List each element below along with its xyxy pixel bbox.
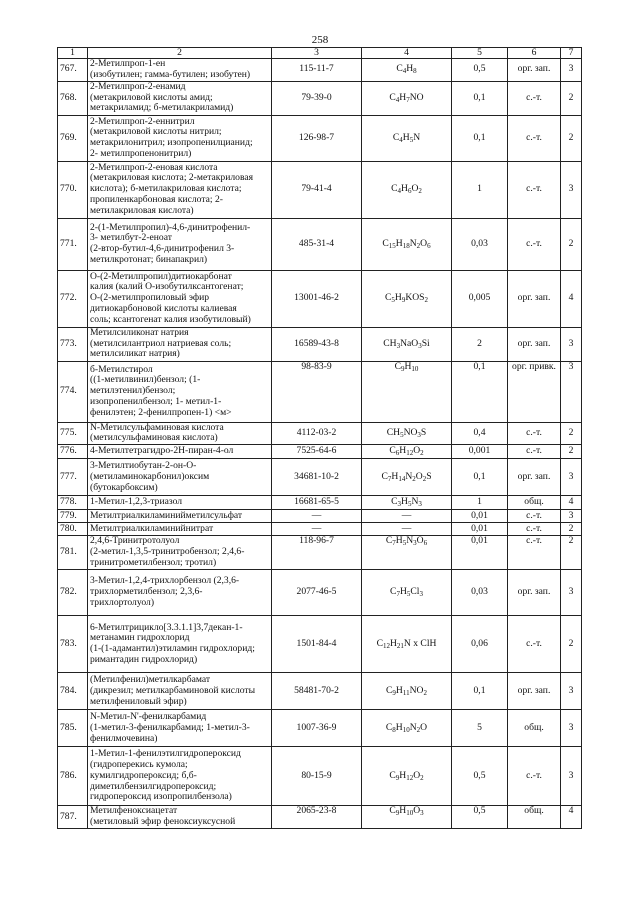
row-number-cell: 782. bbox=[58, 570, 88, 616]
limit-value-cell: 1 bbox=[452, 161, 508, 218]
limit-value-cell: 0,1 bbox=[452, 459, 508, 496]
substance-name-cell: N-Метилсульфаминовая кислота (метилсульфаминовая кислота) bbox=[88, 422, 272, 445]
cas-number-cell: 1007-36-9 bbox=[272, 710, 362, 747]
substance-name-cell: 2-Метилпроп-2-енамид (метакриловой кислоты амид; метакриламид; б-метилакриламид) bbox=[88, 81, 272, 115]
hazard-class-cell: 3 bbox=[561, 570, 582, 616]
formula-cell: $C_4H_5N$ bbox=[362, 115, 452, 161]
cas-number-cell: 485-31-4 bbox=[272, 218, 362, 270]
table-row bbox=[58, 81, 582, 115]
harmful-indicator-cell: общ. bbox=[508, 496, 561, 510]
substance-name-cell: Метилтриалкиламинийметилсульфат bbox=[88, 510, 272, 523]
row-number-cell: 785. bbox=[58, 710, 88, 747]
formula-cell: $C_9H_{12}O_2$ bbox=[362, 747, 452, 806]
hazard-class-cell: 2 bbox=[561, 536, 582, 570]
formula-cell: $C_9H_{11}NO_2$ bbox=[362, 673, 452, 710]
limit-value-cell: 0,1 bbox=[452, 81, 508, 115]
hazard-class-cell: 3 bbox=[561, 459, 582, 496]
cas-number-cell: 13001-46-2 bbox=[272, 270, 362, 327]
formula-cell: $CH_5NO_3S$ bbox=[362, 422, 452, 445]
hazard-class-cell: 2 bbox=[561, 523, 582, 536]
formula-cell: $C_8H_{10}N_2O$ bbox=[362, 710, 452, 747]
hazard-class-cell: 3 bbox=[561, 361, 582, 422]
column-header: 1 bbox=[58, 48, 88, 59]
table-row bbox=[58, 510, 582, 523]
cas-number-cell: 115-11-7 bbox=[272, 59, 362, 82]
limit-value-cell: 5 bbox=[452, 710, 508, 747]
cas-number-cell: 58481-70-2 bbox=[272, 673, 362, 710]
table-row bbox=[58, 536, 582, 570]
table-row bbox=[58, 445, 582, 459]
substance-name-cell: Метилфеноксиацетат (метиловый эфир феноксиуксусной bbox=[88, 806, 272, 829]
harmful-indicator-cell: орг. зап. bbox=[508, 459, 561, 496]
harmful-indicator-cell: орг. зап. bbox=[508, 59, 561, 82]
limit-value-cell: 0,1 bbox=[452, 361, 508, 422]
table-row bbox=[58, 570, 582, 616]
substance-name-cell: 2-Метилпроп-2-еннитрил (метакриловой кислоты нитрил; метакрилонитрил; изопропенилцианид; 2- метилпропенонитрил) bbox=[88, 115, 272, 161]
row-number-cell: 781. bbox=[58, 536, 88, 570]
harmful-indicator-cell: с.-т. bbox=[508, 161, 561, 218]
harmful-indicator-cell: с.-т. bbox=[508, 81, 561, 115]
hazard-class-cell: 3 bbox=[561, 747, 582, 806]
hazard-class-cell: 4 bbox=[561, 270, 582, 327]
cas-number-cell: 34681-10-2 bbox=[272, 459, 362, 496]
row-number-cell: 767. bbox=[58, 59, 88, 82]
substance-name-cell: (Метилфенил)метилкарбамат (дикрезил; метилкарбаминовой кислоты метилфениловый эфир) bbox=[88, 673, 272, 710]
hazard-class-cell: 2 bbox=[561, 218, 582, 270]
limit-value-cell: 0,03 bbox=[452, 570, 508, 616]
cas-number-cell: 1501-84-4 bbox=[272, 616, 362, 673]
column-header: 6 bbox=[508, 48, 561, 59]
row-number-cell: 786. bbox=[58, 747, 88, 806]
row-number-cell: 775. bbox=[58, 422, 88, 445]
cas-number-cell: 80-15-9 bbox=[272, 747, 362, 806]
column-number-row bbox=[58, 48, 582, 59]
hazard-class-cell: 4 bbox=[561, 806, 582, 829]
formula-cell: $C_4H_6O_2$ bbox=[362, 161, 452, 218]
limit-value-cell: 0,1 bbox=[452, 673, 508, 710]
harmful-indicator-cell: общ. bbox=[508, 806, 561, 829]
harmful-indicator-cell: с.-т. bbox=[508, 616, 561, 673]
table-row bbox=[58, 710, 582, 747]
harmful-indicator-cell: с.-т. bbox=[508, 115, 561, 161]
cas-number-cell: 16681-65-5 bbox=[272, 496, 362, 510]
row-number-cell: 780. bbox=[58, 523, 88, 536]
formula-cell: $C_4H_7NO$ bbox=[362, 81, 452, 115]
formula-cell: $C_9H_{10}O_3$ bbox=[362, 806, 452, 829]
cas-number-cell: 7525-64-6 bbox=[272, 445, 362, 459]
page-number: 258 bbox=[311, 34, 329, 46]
cas-number-cell: 98-83-9 bbox=[272, 361, 362, 422]
row-number-cell: 779. bbox=[58, 510, 88, 523]
limit-value-cell: 0,4 bbox=[452, 422, 508, 445]
hazard-class-cell: 3 bbox=[561, 161, 582, 218]
formula-cell: — bbox=[362, 523, 452, 536]
table-row bbox=[58, 523, 582, 536]
table-row bbox=[58, 327, 582, 361]
column-header: 2 bbox=[88, 48, 272, 59]
column-header: 4 bbox=[362, 48, 452, 59]
row-number-cell: 773. bbox=[58, 327, 88, 361]
harmful-indicator-cell: с.-т. bbox=[508, 510, 561, 523]
hazard-class-cell: 3 bbox=[561, 59, 582, 82]
limit-value-cell: 0,001 bbox=[452, 445, 508, 459]
harmful-indicator-cell: орг. привк. bbox=[508, 361, 561, 422]
substance-name-cell: 3-Метил-1,2,4-трихлорбензол (2,3,6- трихлорметилбензол; 2,3,6- трихлортолуол) bbox=[88, 570, 272, 616]
row-number-cell: 776. bbox=[58, 445, 88, 459]
substance-name-cell: б-Метилстирол ((1-метилвинил)бензол; (1- метилэтенил)бензол; изопропенилбензол; 1- метил-1- фенилэтен; 2-фенилпропен-1) <м> bbox=[88, 361, 272, 422]
column-header: 7 bbox=[561, 48, 582, 59]
row-number-cell: 787. bbox=[58, 806, 88, 829]
substance-name-cell: Метилтриалкиламинийнитрат bbox=[88, 523, 272, 536]
table-row bbox=[58, 218, 582, 270]
harmful-indicator-cell: орг. зап. bbox=[508, 270, 561, 327]
substance-name-cell: 2,4,6-Тринитротолуол (2-метил-1,3,5-тринитробензол; 2,4,6- тринитрометилбензол; тротил) bbox=[88, 536, 272, 570]
cas-number-cell: 79-41-4 bbox=[272, 161, 362, 218]
hazard-class-cell: 2 bbox=[561, 445, 582, 459]
limit-value-cell: 0,5 bbox=[452, 747, 508, 806]
limit-value-cell: 0,005 bbox=[452, 270, 508, 327]
limit-value-cell: 2 bbox=[452, 327, 508, 361]
formula-cell: $C_7H_{14}N_2O_2S$ bbox=[362, 459, 452, 496]
limit-value-cell: 0,03 bbox=[452, 218, 508, 270]
substance-name-cell: N-Метил-N'-фенилкарбамид (1-метил-3-фенилкарбамид; 1-метил-3- фенилмочевина) bbox=[88, 710, 272, 747]
cas-number-cell: 4112-03-2 bbox=[272, 422, 362, 445]
substance-name-cell: 1-Метил-1-фенилэтилгидропероксид (гидроперекись кумола; кумилгидропероксид; б,б- диметилбензилгидропероксид; гидропероксид изопропилбензола) bbox=[88, 747, 272, 806]
table-row bbox=[58, 270, 582, 327]
harmful-indicator-cell: с.-т. bbox=[508, 523, 561, 536]
cas-number-cell: 118-96-7 bbox=[272, 536, 362, 570]
formula-cell: $CH_3NaO_3Si$ bbox=[362, 327, 452, 361]
harmful-indicator-cell: с.-т. bbox=[508, 747, 561, 806]
cas-number-cell: 2065-23-8 bbox=[272, 806, 362, 829]
hazard-class-cell: 2 bbox=[561, 81, 582, 115]
row-number-cell: 770. bbox=[58, 161, 88, 218]
table-row bbox=[58, 161, 582, 218]
row-number-cell: 768. bbox=[58, 81, 88, 115]
substance-name-cell: 2-Метилпроп-1-ен (изобутилен; гамма-бутилен; изобутен) bbox=[88, 59, 272, 82]
table-row bbox=[58, 806, 582, 829]
cas-number-cell: 79-39-0 bbox=[272, 81, 362, 115]
limit-value-cell: 0,01 bbox=[452, 536, 508, 570]
harmful-indicator-cell: орг. зап. bbox=[508, 327, 561, 361]
harmful-indicator-cell: с.-т. bbox=[508, 445, 561, 459]
formula-cell: $C_7H_5Cl_3$ bbox=[362, 570, 452, 616]
substance-name-cell: 6-Метилтрицикло[3.3.1.1]3,7декан-1- метанамин гидрохлорид (1-(1-адамантил)этиламин гидрохлорид; римантадин гидрохлорид) bbox=[88, 616, 272, 673]
formula-cell: $C_9H_{10}$ bbox=[362, 361, 452, 422]
limit-value-cell: 0,5 bbox=[452, 806, 508, 829]
row-number-cell: 783. bbox=[58, 616, 88, 673]
row-number-cell: 777. bbox=[58, 459, 88, 496]
hazard-class-cell: 2 bbox=[561, 422, 582, 445]
cas-number-cell: — bbox=[272, 523, 362, 536]
table-row bbox=[58, 673, 582, 710]
hygiene-standards-table bbox=[57, 47, 582, 829]
column-header: 5 bbox=[452, 48, 508, 59]
substance-name-cell: 3-Метилтиобутан-2-он-О- (метиламинокарбонил)оксим (бутокарбоксим) bbox=[88, 459, 272, 496]
substance-name-cell: 4-Метилтетрагидро-2Н-пиран-4-ол bbox=[88, 445, 272, 459]
row-number-cell: 784. bbox=[58, 673, 88, 710]
harmful-indicator-cell: орг. зап. bbox=[508, 570, 561, 616]
row-number-cell: 772. bbox=[58, 270, 88, 327]
limit-value-cell: 0,01 bbox=[452, 510, 508, 523]
harmful-indicator-cell: с.-т. bbox=[508, 536, 561, 570]
formula-cell: $C_7H_5N_3O_6$ bbox=[362, 536, 452, 570]
limit-value-cell: 1 bbox=[452, 496, 508, 510]
hazard-class-cell: 3 bbox=[561, 673, 582, 710]
harmful-indicator-cell: общ. bbox=[508, 710, 561, 747]
table-row bbox=[58, 616, 582, 673]
substance-name-cell: 1-Метил-1,2,3-триазол bbox=[88, 496, 272, 510]
table-row bbox=[58, 496, 582, 510]
hazard-class-cell: 3 bbox=[561, 710, 582, 747]
limit-value-cell: 0,5 bbox=[452, 59, 508, 82]
harmful-indicator-cell: с.-т. bbox=[508, 422, 561, 445]
row-number-cell: 778. bbox=[58, 496, 88, 510]
hazard-class-cell: 2 bbox=[561, 115, 582, 161]
formula-cell: $C_5H_9KOS_2$ bbox=[362, 270, 452, 327]
formula-cell: $C_3H_5N_3$ bbox=[362, 496, 452, 510]
formula-cell: $C_6H_{12}O_2$ bbox=[362, 445, 452, 459]
formula-cell: $C_{15}H_{18}N_2O_6$ bbox=[362, 218, 452, 270]
harmful-indicator-cell: с.-т. bbox=[508, 218, 561, 270]
column-header: 3 bbox=[272, 48, 362, 59]
table-row bbox=[58, 59, 582, 82]
hazard-class-cell: 3 bbox=[561, 510, 582, 523]
row-number-cell: 771. bbox=[58, 218, 88, 270]
substance-name-cell: О-(2-Метилпропил)дитиокарбонат калия (калий О-изобутилксантогенат; О-(2-метилпропиловый эфир дитиокарбоновой кислоты калиевая соль; ксантогенат калия изобутиловый) bbox=[88, 270, 272, 327]
table-row bbox=[58, 115, 582, 161]
cas-number-cell: 16589-43-8 bbox=[272, 327, 362, 361]
limit-value-cell: 0,01 bbox=[452, 523, 508, 536]
limit-value-cell: 0,1 bbox=[452, 115, 508, 161]
hazard-class-cell: 2 bbox=[561, 616, 582, 673]
formula-cell: $C_4H_8$ bbox=[362, 59, 452, 82]
cas-number-cell: 2077-46-5 bbox=[272, 570, 362, 616]
hazard-class-cell: 4 bbox=[561, 496, 582, 510]
substance-name-cell: Метилсиликонат натрия (метилсилантриол натриевая соль; метилсиликат натрия) bbox=[88, 327, 272, 361]
table-row bbox=[58, 747, 582, 806]
formula-cell: — bbox=[362, 510, 452, 523]
table-row bbox=[58, 459, 582, 496]
limit-value-cell: 0,06 bbox=[452, 616, 508, 673]
formula-cell: $C_{12}H_{21}N$ x ClH bbox=[362, 616, 452, 673]
row-number-cell: 774. bbox=[58, 361, 88, 422]
harmful-indicator-cell: орг. зап. bbox=[508, 673, 561, 710]
table-row bbox=[58, 361, 582, 422]
substance-name-cell: 2-Метилпроп-2-еновая кислота (метакриловая кислота; 2-метакриловая кислота); б-метилакриловая кислота; пропиленкарбоновая кислота; 2- метилакриловая кислота) bbox=[88, 161, 272, 218]
row-number-cell: 769. bbox=[58, 115, 88, 161]
cas-number-cell: — bbox=[272, 510, 362, 523]
hazard-class-cell: 3 bbox=[561, 327, 582, 361]
substance-name-cell: 2-(1-Метилпропил)-4,6-динитрофенил- 3- метилбут-2-еноат (2-втор-бутил-4,6-динитрофенил 3- метилкротонат; бинапакрил) bbox=[88, 218, 272, 270]
table-row bbox=[58, 422, 582, 445]
cas-number-cell: 126-98-7 bbox=[272, 115, 362, 161]
